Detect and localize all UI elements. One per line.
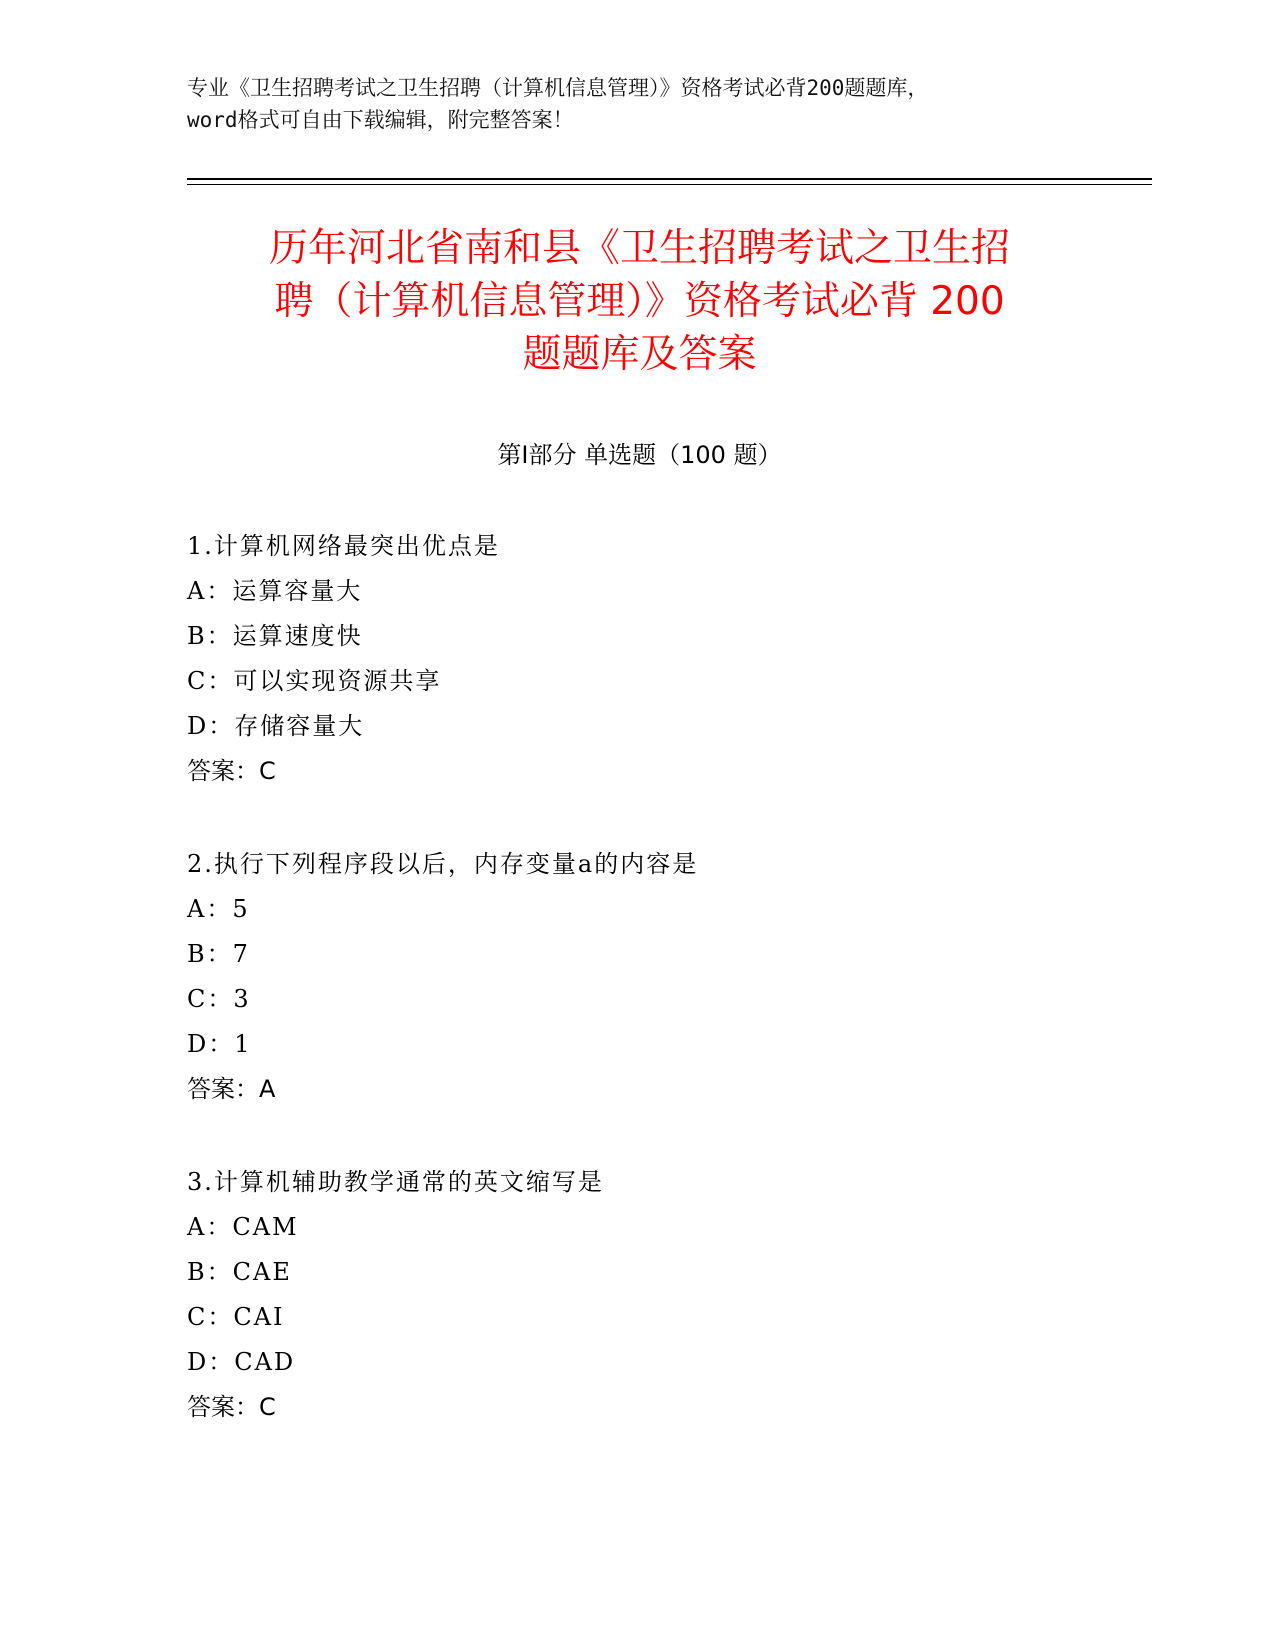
- answer-line: 答案：A: [187, 1075, 276, 1103]
- answer-line: 答案：C: [187, 757, 276, 785]
- option-b: B：运算速度快: [187, 622, 363, 650]
- option-b: B：7: [187, 940, 250, 968]
- option-c: C：3: [187, 985, 251, 1013]
- document-title-line-1: 历年河北省南和县《卫生招聘考试之卫生招: [268, 226, 1010, 271]
- question-stem: 1.计算机网络最突出优点是: [187, 532, 500, 560]
- option-c: C：可以实现资源共享: [187, 667, 442, 695]
- document-title: [187, 222, 1092, 381]
- option-a: A：运算容量大: [187, 577, 363, 605]
- header-note: [187, 72, 1087, 136]
- option-d: D：1: [187, 1030, 252, 1058]
- answer-line: 答案：C: [187, 1393, 276, 1421]
- header-divider-thin: [187, 184, 1152, 185]
- header-note-line-2: word格式可自由下载编辑，附完整答案！: [187, 108, 574, 132]
- header-divider-thick: [187, 178, 1152, 180]
- option-d: D：CAD: [187, 1348, 296, 1376]
- question-stem: 2.执行下列程序段以后，内存变量a的内容是: [187, 850, 699, 878]
- option-b: B：CAE: [187, 1258, 292, 1286]
- question-item: [187, 524, 1087, 794]
- section-heading: 第Ⅰ部分 单选题（100 题）: [497, 441, 782, 469]
- question-stem: 3.计算机辅助教学通常的英文缩写是: [187, 1168, 604, 1196]
- option-c: C：CAI: [187, 1303, 285, 1331]
- question-item: [187, 842, 1087, 1112]
- document-title-line-3: 题题库及答案: [522, 332, 757, 377]
- question-item: [187, 1160, 1087, 1430]
- header-note-line-1: 专业《卫生招聘考试之卫生招聘（计算机信息管理）》资格考试必背200题题库，: [187, 76, 929, 100]
- document-title-line-2: 聘（计算机信息管理）》资格考试必背 200: [274, 279, 1005, 324]
- option-a: A：5: [187, 895, 250, 923]
- option-d: D：存储容量大: [187, 712, 365, 740]
- option-a: A：CAM: [187, 1213, 299, 1241]
